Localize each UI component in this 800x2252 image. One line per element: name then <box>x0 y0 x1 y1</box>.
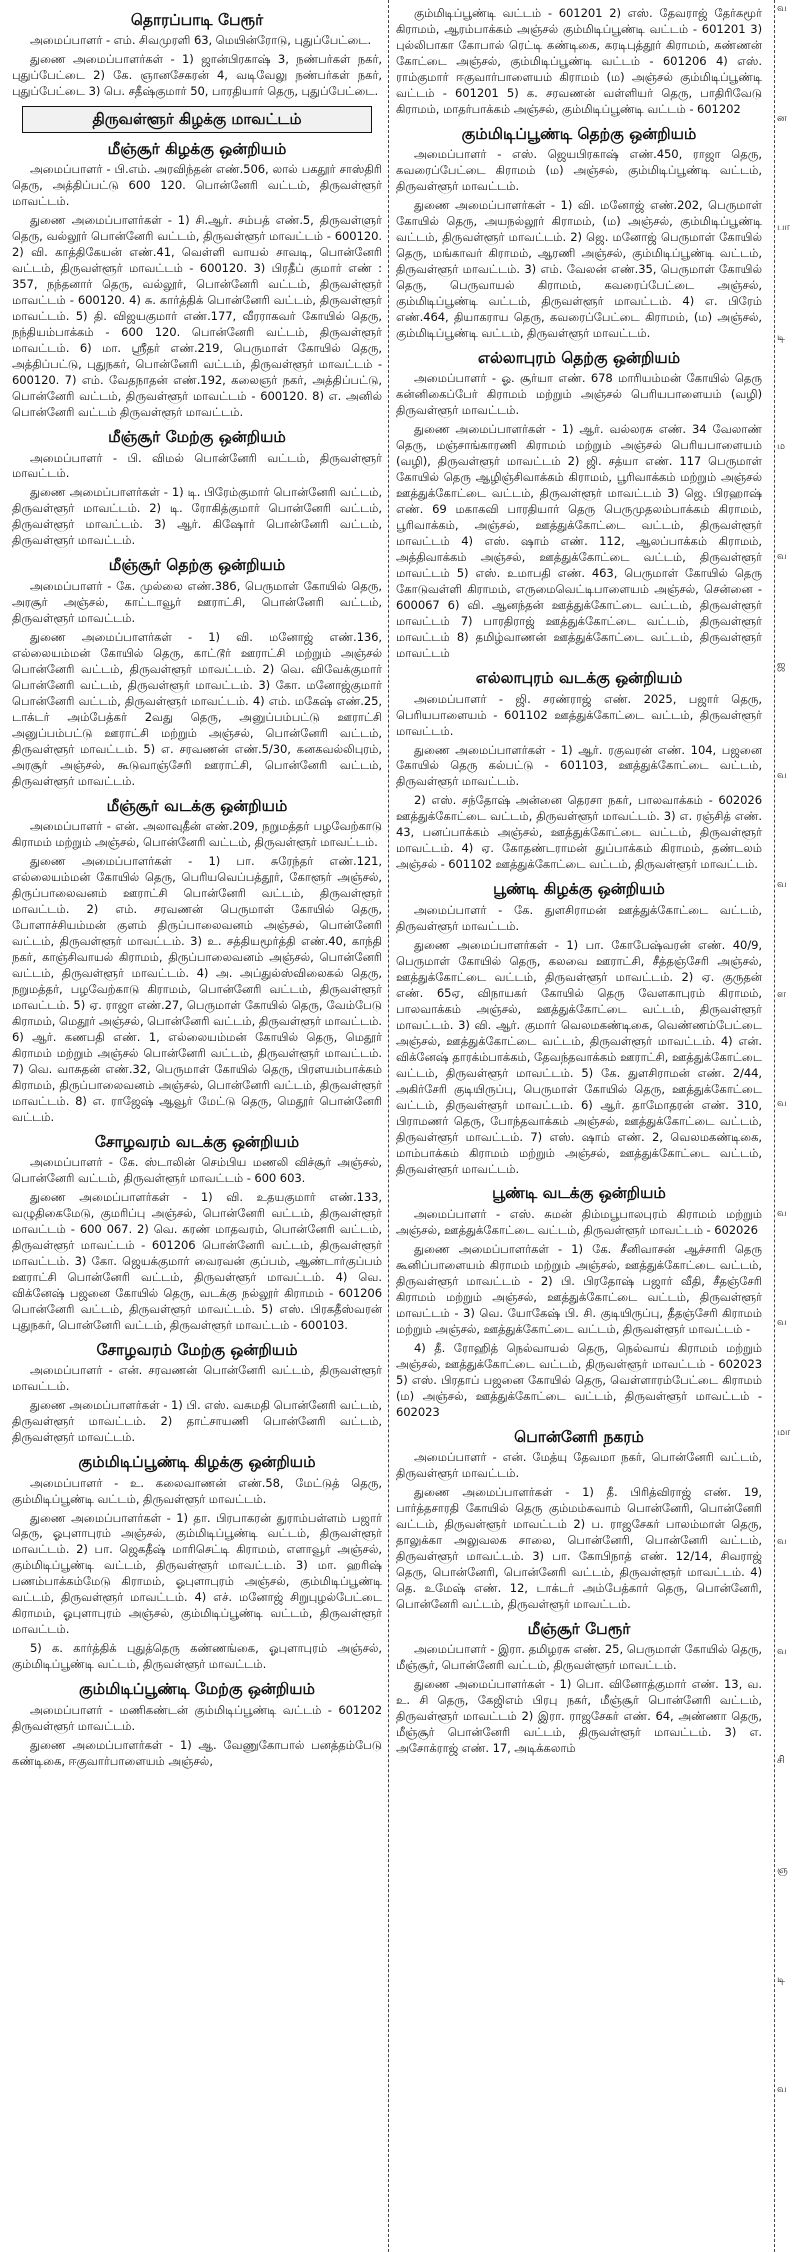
section-heading: சோழவரம் வடக்கு ஒன்றியம் <box>94 1132 300 1151</box>
edge-fragment: ன <box>777 112 787 124</box>
deputy-organizers-paragraph: துணை அமைப்பாளர்கள் - 1) டி. பிரேம்குமார் பொன்னேரி வட்டம், திருவள்ளூர் மாவட்டம். 2) டி. ரோகித்குமார் பொன்னேரி வட்டம், திருவள்ளூர் மாவட்டம். 3) ஆர். கிஷோர் பொன்னேரி வட்டம், திருவள்ளூர் மாவட்டம். <box>12 485 382 548</box>
edge-fragment: வ <box>777 1536 787 1547</box>
edge-fragment: வ <box>777 1317 787 1328</box>
left-column-section-6 <box>12 1132 382 1334</box>
organizer-paragraph: அமைப்பாளர் - பி. விமல் பொன்னேரி வட்டம், திருவள்ளூர் மாவட்டம். <box>12 450 382 481</box>
organizer-paragraph: அமைப்பாளர் - கே. முல்லை எண்.386, பெருமாள் கோயில் தெரு, அரசூர் அஞ்சல், காட்டாவூர் ஊராட்சி, பொன்னேரி வட்டம், திருவள்ளூர் மாவட்டம். <box>12 578 382 625</box>
organizer-paragraph: அமைப்பாளர் - ஜி. சரண்ராஜ் எண். 2025, பஜார் தெரு, பெரியபாளையம் - 601102 ஊத்துக்கோட்டை வட்டம், திருவள்ளூர் மாவட்டம். <box>396 691 762 738</box>
section-heading: பூண்டி வடக்கு ஒன்றியம் <box>492 1184 666 1203</box>
section-heading: எல்லாபுரம் தெற்கு ஒன்றியம் <box>477 349 681 368</box>
organizer-paragraph: கும்மிடிப்பூண்டி வட்டம் - 601201 2) எஸ். தேவராஜ் தேர்கமூர் கிராமம், ஆரம்பாக்கம் அஞ்சல் கும்மிடிப்பூண்டி வட்டம் - 601201 3) புல்லிபாகா கோபால் ரெட்டி கண்டிகை, கரடிபுத்தூர் கிராமம், கண்ணன் கோட்டை அஞ்சல், கும்மிடிப்பூண்டி வட்டம் - 601206 4) எஸ். ராம்குமார் ஈகுவார்பாளையம் கிராமம் (ம) அஞ்சல் கும்மிடிப்பூண்டி வட்டம் - 601201 5) க. சரவணன் வள்ளியர் தெரு, பாதிரிவேடு கிராமம், மாதர்பாக்கம் அஞ்சல், கும்மிடிப்பூண்டி வட்டம் - 601202 <box>396 6 762 116</box>
organizer-paragraph: அமைப்பாளர் - என். சரவணன் பொன்னேரி வட்டம், திருவள்ளூர் மாவட்டம். <box>12 1363 382 1394</box>
organizer-paragraph: அமைப்பாளர் - உ. கலைவாணன் எண்.58, மேட்டுத் தெரு, கும்மிடிப்பூண்டி வட்டம், திருவள்ளூர் மாவட்டம். <box>12 1475 382 1506</box>
section-heading: மீஞ்சூர் வடக்கு ஒன்றியம் <box>106 796 288 815</box>
organizer-paragraph: அமைப்பாளர் - கே. ஸ்டாலின் செம்பிய மணலி விச்சூர் அஞ்சல், பொன்னேரி வட்டம், திருவள்ளூர் மாவட்டம் - 600 603. <box>12 1155 382 1186</box>
deputy-organizers-paragraph: துணை அமைப்பாளர்கள் - 1) சி.ஆர். சம்பத் எண்.5, திருவள்ளுர் தெரு, வல்லூர் பொன்னேரி வட்டம், திருவள்ளூர் மாவட்டம் - 600120. 2) வி. காத்திகேயன் எண்.41, வெள்ளி வாயல் சாவடி, பொன்னேரி வட்டம், திருவள்ளூர் மாவட்டம் - 600120. 3) பிரதீப் குமார் எண் : 357, நந்தனார் தெரு, வல்லூர், பொன்னேரி வட்டம், திருவள்ளூர் மாவட்டம் - 600120. 4) சு. கார்த்திக் பொன்னேரி வட்டம், திருவள்ளூர் மாவட்டம். 5) தி. விஜயகுமார் எண்.177, வீரராகவர் கோயில் தெரு, நந்தியம்பாக்கம் - 600 120. பொன்னேரி வட்டம், திருவள்ளூர் மாவட்டம். 6) மா. ஸ்ரீதர் எண்.219, பெருமாள் கோயில் தெரு, அத்திப்பட்டு, புதுநகர், பொன்னேரி வட்டம், திருவள்ளூர் மாவட்டம் - 600120. 7) எம். வேதநாதன் எண்.192, கலைஞர் நகர், அத்திப்பட்டு, பொன்னேரி வட்டம், திருவள்ளூர் மாவட்டம் - 600120. 8) எ. அனில் பொன்னேரி வட்டம் திருவள்ளூர் மாவட்டம். <box>12 213 382 420</box>
organizer-paragraph: அமைப்பாளர் - இரா. தமிழரசு எண். 25, பெருமாள் கோயில் தெரு, மீஞ்சூர், பொன்னேரி வட்டம், திருவள்ளூர் மாவட்டம். <box>396 1642 762 1673</box>
edge-divider <box>774 0 775 2252</box>
section-heading: பூண்டி கிழக்கு ஒன்றியம் <box>493 880 665 899</box>
section-heading: சோழவரம் மேற்கு ஒன்றியம் <box>96 1340 298 1359</box>
deputy-organizers-paragraph: துணை அமைப்பாளர்கள் - 1) வி. உதயகுமார் எண்.133, வழுதிகைமேடு, குமரிப்பு அஞ்சல், பொன்னேரி வட்டம், திருவள்ளூர் மாவட்டம் - 600 067. 2) வெ. கரண் மாதவரம், பொன்னேரி வட்டம், திருவள்ளூர் மாவட்டம் - 601206 பொன்னேரி வட்டம், திருவள்ளூர் மாவட்டம். 3) கோ. ஜெயக்குமார் வைரவன் குப்பம், ஆண்டார்குப்பம் ஊராட்சி பொன்னேரி வட்டம், திருவள்ளூர் மாவட்டம். 4) வெ. விக்னேஷ் பஜனை கோயில் தெரு, வடக்கு நல்லூர் கிராமம் - 601206 பொன்னேரி வட்டம், திருவள்ளூர் மாவட்டம். 5) எஸ். பிரகதீஸ்வரன் புதுநகர், பொன்னேரி வட்டம், திருவள்ளூர் மாவட்டம் - 600103. <box>12 1190 382 1332</box>
right-column-section-2 <box>396 348 762 662</box>
deputy-organizers-paragraph: துணை அமைப்பாளர்கள் - 1) ஆ. வேணுகோபால் பனத்தம்பேடு கண்டிகை, ஈகுவார்பாளையம் அஞ்சல், <box>12 1737 382 1768</box>
deputy-organizers-paragraph: துணை அமைப்பாளர்கள் - 1) வி. மனோஜ் எண்.202, பெருமாள் கோயில் தெரு, அயநல்லூர் கிராமம், (ம) அஞ்சல், கும்மிடிப்பூண்டி வட்டம், திருவள்ளூர் மாவட்டம். 2) ஜெ. மனோஜ் பெருமாள் கோயில் தெரு, மங்காவர் கிராமம், ஆரணி அஞ்சல், கும்மிடிப்பூண்டி வட்டம், திருவள்ளூர் மாவட்டம். 3) எம். வேலன் எண்.35, பெருமாள் கோயில் தெரு, பெருவாயல் கிராமம், கவரைப்பேட்டை அஞ்சல், கும்மிடிப்பூண்டி வட்டம், திருவள்ளூர் மாவட்டம். 4) எ. பிரேம் எண்.464, தியாகராய தெரு, கவரைப்பேட்டை கிராமம், (ம) அஞ்சல், கும்மிடிப்பூண்டி வட்டம், திருவள்ளூர் மாவட்டம். <box>396 198 762 341</box>
section-heading: கும்மிடிப்பூண்டி கிழக்கு ஒன்றியம் <box>78 1453 316 1472</box>
deputy-organizers-paragraph: துணை அமைப்பாளர்கள் - 1) தா. பிரபாகரன் துராம்பள்ளம் பஜார் தெரு, ஓபுளாபுரம் அஞ்சல், கும்மிடிப்பூண்டி வட்டம், திருவள்ளூர் மாவட்டம். 2) பா. ஜெகதீஷ் மாரிசெட்டி கிராமம், எளாவூர் அஞ்சல், கும்மிடிப்பூண்டி வட்டம், திருவள்ளூர் மாவட்டம். 3) மா. ஹரிஷ் பணம்பாக்கம்மேடு கிராமம், ஓபுளாபுரம் அஞ்சல், கும்மிடிப்பூண்டி வட்டம், திருவள்ளூர் மாவட்டம். 4) எச். மனோஜ் சிறுபுழல்பேட்டை கிராமம், ஓபுளாபுரம் அஞ்சல், கும்மிடிப்பூண்டி வட்டம், திருவள்ளூர் மாவட்டம். <box>12 1510 382 1637</box>
deputy-organizers-paragraph: துணை அமைப்பாளர்கள் - 1) கே. சீனிவாசன் ஆச்சாரி தெரு கூனிப்பாளையம் கிராமம் மற்றும் அஞ்சல், ஊத்துக்கோட்டை வட்டம், திருவள்ளூர் மாவட்டம் - 2) பி. பிரதோஷ் பஜார் வீதி, சீதஞ்சேரி கிராமம் மற்றும் அஞ்சல், ஊத்துக்கோட்டை வட்டம், திருவள்ளூர் மாவட்டம் - 3) வெ. யோகேஷ் பி. சி. குடியிருப்பு, தீதஞ்சேரி கிராமம் மற்றும் அஞ்சல், ஊத்துக்கோட்டை வட்டம், திருவள்ளூர் மாவட்டம் - <box>396 1241 762 1336</box>
deputy-organizers-paragraph: துணை அமைப்பாளர்கள் - 1) ஜான்பிரகாஷ் 3, நண்பர்கள் நகர், புதுப்பேட்டை 2) கே. ஞானசேகரன் 4, வடிவேலு நண்பர்கள் நகர், புதுப்பேட்டை 3) பெ. சதீஷ்குமார் 50, பாரதியார் தெரு, புதுப்பேட்டை. <box>12 52 382 99</box>
organizer-paragraph: அமைப்பாளர் - எஸ். சுமன் திம்மபூபாலபுரம் கிராமம் மற்றும் அஞ்சல், ஊத்துக்கோட்டை வட்டம், திருவள்ளூர் மாவட்டம் - 602026 <box>396 1206 762 1237</box>
organizer-paragraph: அமைப்பாளர் - எஸ். ஜெயபிரகாஷ் எண்.450, ராஜா தெரு, கவரைப்பேட்டை கிராமம் (ம) அஞ்சல், கும்மிடிப்பூண்டி வட்டம், திருவள்ளூர் மாவட்டம். <box>396 147 762 194</box>
section-heading: கும்மிடிப்பூண்டி தெற்கு ஒன்றியம் <box>461 124 697 143</box>
right-column-section-4 <box>396 879 762 1177</box>
organizer-paragraph: அமைப்பாளர் - மணிகண்டன் கும்மிடிப்பூண்டி வட்டம் - 601202 திருவள்ளூர் மாவட்டம். <box>12 1702 382 1733</box>
right-column-section-5 <box>396 1183 762 1420</box>
edge-fragment: வ <box>777 769 787 781</box>
edge-fragment: வ <box>777 879 787 890</box>
deputy-organizers-paragraph: 5) க. கார்த்திக் புதுத்தெரு கண்ணங்கை, ஓபுளாபுரம் அஞ்சல், கும்மிடிப்பூண்டி வட்டம், திருவள்ளூர் மாவட்டம். <box>12 1641 382 1672</box>
right-column <box>392 0 766 2252</box>
section-heading: எல்லாபுரம் வடக்கு ஒன்றியம் <box>475 669 683 688</box>
edge-fragment: சி <box>777 1755 785 1766</box>
edge-fragment: வ <box>777 1207 787 1219</box>
section-heading: தொரப்பாடி பேரூர் <box>130 11 264 29</box>
left-column-section-7 <box>12 1340 382 1446</box>
edge-fragment: பா <box>777 222 790 233</box>
edge-fragment: டி <box>777 331 785 343</box>
section-heading: மீஞ்சூர் மேற்கு ஒன்றியம் <box>108 428 286 447</box>
organizer-paragraph: அமைப்பாளர் - கே. துளசிராமன் ஊத்துக்கோட்டை வட்டம், திருவள்ளூர் மாவட்டம். <box>396 902 762 933</box>
edge-fragment: வ <box>777 2083 787 2095</box>
section-heading: மீஞ்சூர் தெற்கு ஒன்றியம் <box>108 556 286 575</box>
left-column-section-2 <box>12 139 382 421</box>
right-column-section-7 <box>396 1619 762 1757</box>
organizer-paragraph: அமைப்பாளர் - என். மேத்யு தேவமா நகர், பொன்னேரி வட்டம், திருவள்ளூர் மாவட்டம். <box>396 1450 762 1481</box>
left-column <box>8 0 386 2252</box>
deputy-organizers-paragraph: துணை அமைப்பாளர்கள் - 1) தீ. பிரித்விராஜ் எண். 19, பார்த்தசாரதி கோயில் தெரு கும்மம்சுவாம் பொன்னேரி, பொன்னேரி வட்டம், திருவள்ளூர் மாவட்டம் 2) ப. ராஜசேகர் பாலம்மாள் தெரு, தாலுக்கா அலுவலக சாலை, பொன்னேரி, பொன்னேரி வட்டம், திருவள்ளூர் மாவட்டம். 3) பா. கோபிநாத் எண். 12/14, சிவராஜ் தெரு, பொன்னேரி, பொன்னேரி வட்டம், திருவள்ளூர் மாவட்டம். 4) தெ. உமேஷ் எண். 12, டாக்டர் அம்பேத்கார் தெரு, பொன்னேரி, பொன்னேரி வட்டம், திருவள்ளூர் மாவட்டம். <box>396 1485 762 1611</box>
column-divider <box>388 0 389 2252</box>
right-column-section-1 <box>396 124 762 342</box>
edge-fragment: ம <box>777 441 786 452</box>
district-heading: திருவள்ளூர் கிழக்கு மாவட்டம் <box>22 106 372 133</box>
edge-fragment: வ <box>777 1645 787 1657</box>
deputy-organizers-paragraph: 2) எஸ். சந்தோஷ் அன்னை தெரசா நகர், பாலவாக்கம் - 602026 ஊத்துக்கோட்டை வட்டம், திருவள்ளூர் மாவட்டம். 3) எ. ரஞ்சித் எண். 43, பனப்பாக்கம் அஞ்சல், ஊத்துக்கோட்டை வட்டம், திருவள்ளூர் மாவட்டம். 4) ஏ. கோதண்டராமன் துப்பாக்கம் கிராமம், தண்டலம் அஞ்சல் - 601102 ஊத்துக்கோட்டை வட்டம், திருவள்ளூர் மாவட்டம். <box>396 793 762 872</box>
deputy-organizers-paragraph: துணை அமைப்பாளர்கள் - 1) ஆர். ரகுவரன் எண். 104, பஜனை கோயில் தெரு கல்பட்டு - 601103, ஊத்துக்கோட்டை வட்டம், திருவள்ளூர் மாவட்டம். <box>396 742 762 789</box>
left-column-section-1 <box>12 106 382 133</box>
deputy-organizers-paragraph: துணை அமைப்பாளர்கள் - 1) பி. எஸ். வசுமதி பொன்னேரி வட்டம், திருவள்ளூர் மாவட்டம். 2) தாட்சாயணி பொன்னேரி வட்டம், திருவள்ளூர் மாவட்டம். <box>12 1398 382 1445</box>
left-column-section-8 <box>12 1452 382 1673</box>
edge-fragment: வ <box>777 1098 787 1109</box>
right-column-section-6 <box>396 1427 762 1613</box>
deputy-organizers-paragraph: துணை அமைப்பாளர்கள் - 1) பா. சுரேந்தர் எண்.121, எல்லையம்மன் கோயில் தெரு, பெரியவெப்பத்தூர், கோளூர் அஞ்சல், திருப்பாலைவனம் ஊராட்சி பொன்னேரி வட்டம், திருவள்ளூர் மாவட்டம். 2) எம். சரவணன் பெருமாள் கோயில் தெரு, போளாச்சியம்மன் குளம் திருப்பாலைவனம் அஞ்சல், பொன்னேரி வட்டம், திருவள்ளூர் மாவட்டம். 3) உ. சத்தியமூர்த்தி எண்.40, காந்தி நகர், காஞ்சிவாயல் கிராமம், திருப்பாலைவனம் அஞ்சல், பொன்னேரி வட்டம், திருவள்ளூர் மாவட்டம். 4) அ. அப்துல்ஸ்விலைகல் தெரு, நறுமத்தர், பழவேற்காடு கிராமம், பொன்னேரி வட்டம், திருவள்ளூர் மாவட்டம். 5) ஏ. ராஜா எண்.27, பெருமாள் கோயில் தெரு, வேம்பேடு கிராமம், மெதூர் அஞ்சல், பொன்னேரி வட்டம், திருவள்ளூர் மாவட்டம். 6) ஆர். கணபதி எண். 1, எல்லையம்மன் கோயில் தெரு, மெதூர் கிராமம் மற்றும் அஞ்சல் பொன்னேரி வட்டம், திருவள்ளூர் மாவட்டம். 7) வெ. வாசுதன் எண்.32, பெருமாள் கோயில் தெரு, பிரளயம்பாக்கம் கிராமம், திருப்பாலைவனம் அஞ்சல், பொன்னேரி வட்டம், திருவள்ளூர் மாவட்டம். 8) எ. ராஜேஷ் ஆவூர் மேட்டு தெரு, மெதூர் பொன்னேரி வட்டம். <box>12 853 382 1124</box>
left-column-section-9 <box>12 1679 382 1769</box>
edge-fragment: ஜ <box>777 660 786 671</box>
left-column-section-3 <box>12 427 382 549</box>
edge-fragment: டி <box>777 1974 785 1985</box>
deputy-organizers-paragraph: துணை அமைப்பாளர்கள் - 1) வி. மனோஜ் எண்.136, எல்லையம்மன் கோயில் தெரு, காட்டூர் ஊராட்சி மற்றும் அஞ்சல் பொன்னேரி வட்டம், திருவள்ளூர் மாவட்டம். 2) வெ. விவேக்குமார் பொன்னேரி வட்டம், திருவள்ளூர் மாவட்டம். 3) கோ. மனோஜ்குமார் பொன்னேரி வட்டம், திருவள்ளூர் மாவட்டம். 4) எம். மகேஷ் எண்.25, டாக்டர் அம்பேத்கர் 2வது தெரு, அனுப்பம்பட்டு ஊராட்சி அனுப்பம்பட்டு ஊராட்சி மற்றும் அஞ்சல், பொன்னேரி வட்டம், திருவள்ளூர் மாவட்டம். 5) எ. சரவணன் எண்.5/30, கனகவல்லிபுரம், அரசூர் அஞ்சல், கூடுவாஞ்சேரி ஊராட்சி, பொன்னேரி வட்டம், திருவள்ளூர் மாவட்டம். <box>12 629 382 788</box>
deputy-organizers-paragraph: துணை அமைப்பாளர்கள் - 1) ஆர். வல்லரசு எண். 34 வேலாண் தெரு, மஞ்சாங்காரணி கிராமம் மற்றும் அஞ்சல் பெரியபாளையம் (வழி), திருவள்ளூர் மாவட்டம் 2) ஜி. சத்யா எண். 117 பெருமாள் கோயில் தெரு ஆழிஞ்சிவாக்கம் கிராமம், பூரிவாக்கம் மற்றும் அஞ்சல் ஊத்துக்கோட்டை வட்டம், திருவள்ளூர் மாவட்டம் 3) ஜெ. பிரஹாஷ் எண். 69 மகாகவி பாரதியார் தெரு பெருமுதலம்பாக்கம் கிராமம், பூரிவாக்கம், அஞ்சல், ஊத்துக்கோட்டை வட்டம், திருவள்ளூர் மாவட்டம் 4) எஸ். ஷாம் எண். 112, ஆலப்பாக்கம் கிராமம், அத்திவாக்கம் அஞ்சல், ஊத்துக்கோட்டை வட்டம், திருவள்ளூர் மாவட்டம் 5) எஸ். உமாபதி எண். 463, பெருமாள் கோயில் தெரு கோடுவள்ளி கிராமம், எருமைவெட்டிபாளையம் அஞ்சல், சென்னை - 600067 6) வி. ஆனந்தன் ஊத்துக்கோட்டை வட்டம், திருவள்ளூர் மாவட்டம் 7) பாரதிராஜ் ஊத்துக்கோட்டை வட்டம், திருவள்ளூர் மாவட்டம் 8) தமிழ்வாணன் ஊத்துக்கோட்டை வட்டம், திருவள்ளூர் மாவட்டம் <box>396 422 762 661</box>
organizer-paragraph: அமைப்பாளர் - என். அலாவுதீன் எண்.209, நறுமத்தர் பழவேற்காடு கிராமம் மற்றும் அஞ்சல், பொன்னேரி வட்டம், திருவள்ளூர் மாவட்டம். <box>12 818 382 849</box>
organizer-paragraph: அமைப்பாளர் - ஓ. சூர்யா எண். 678 மாரியம்மன் கோயில் தெரு கன்னிகைப்பேர் கிராமம் மற்றும் அஞ்சல் பெரியபாளையம் (வழி) திருவள்ளூர் மாவட்டம். <box>396 371 762 418</box>
deputy-organizers-paragraph: 4) தீ. ரோஹித் நெல்வாயல் தெரு, நெல்வாய் கிராமம் மற்றும் அஞ்சல், ஊத்துக்கோட்டை வட்டம், திருவள்ளூர் மாவட்டம் - 602023 5) எஸ். பிரதாப் பஜனை கோயில் தெரு, வெள்ளாரம்பேட்டை கிராமம் (ம) அஞ்சல், ஊத்துக்கோட்டை வட்டம், திருவள்ளூர் மாவட்டம் - 602023 <box>396 1340 762 1419</box>
edge-fragment: மா <box>777 1426 791 1438</box>
section-heading: பொன்னேரி நகரம் <box>514 1427 644 1446</box>
left-column-section-4 <box>12 555 382 789</box>
left-column-section-0 <box>12 10 382 100</box>
organizer-paragraph: அமைப்பாளர் - பி.எம். அரவிந்தன் எண்.506, லால் பகதூர் சாஸ்திரி தெரு, அத்திப்பட்டு 600 120. பொன்னேரி வட்டம், திருவள்ளூர் மாவட்டம். <box>12 162 382 209</box>
edge-fragment: வ <box>777 550 787 562</box>
section-heading: மீஞ்சூர் பேரூர் <box>527 1619 631 1638</box>
deputy-organizers-paragraph: துணை அமைப்பாளர்கள் - 1) பொ. வினோத்குமார் எண். 13, வ. உ. சி தெரு, கேஜிஎம் பிரபு நகர், மீஞ்சூர் பொன்னேரி வட்டம், திருவள்ளூர் மாவட்டம் 2) இரா. ராஜசேகர் எண். 64, அண்ணா தெரு, மீஞ்சூர் பொன்னேரி வட்டம், திருவள்ளூர் மாவட்டம். 3) எ. அசோக்ராஜ் எண். 17, அடிக்கலாம் <box>396 1677 762 1756</box>
left-column-section-5 <box>12 796 382 1126</box>
edge-fragment: ள <box>777 988 787 1000</box>
right-column-section-0 <box>396 6 762 118</box>
edge-fragment: வ <box>777 3 787 14</box>
right-column-section-3 <box>396 668 762 873</box>
organizer-paragraph: அமைப்பாளர் - எம். சிவமுரளி 63, மெயின்ரோடு, புதுப்பேட்டை. <box>30 33 372 48</box>
cropped-adjacent-column <box>777 0 800 2252</box>
section-heading: மீஞ்சூர் கிழக்கு ஒன்றியம் <box>107 140 287 158</box>
deputy-organizers-paragraph: துணை அமைப்பாளர்கள் - 1) பா. கோபேஷ்வரன் எண். 40/9, பெருமாள் கோயில் தெரு, கலவை ஊராட்சி, சீத்தஞ்சேரி அஞ்சல், ஊத்துக்கோட்டை வட்டம், திருவள்ளூர் மாவட்டம். 2) ஏ. குருதன் எண். 65ஏ, விநாயகர் கோயில் தெரு வேளகாபுரம் கிராமம், பாலவாக்கம் அஞ்சல், ஊத்துக்கோட்டை வட்டம், திருவள்ளூர் மாவட்டம். 3) வி. ஆர். குமார் வெலமகண்டிகை, வெண்ணம்பேட்டை அஞ்சல், ஊத்துக்கோட்டை வட்டம், திருவள்ளூர் மாவட்டம். 4) என். விக்னேஷ் தாரக்ம்பாக்கம், தேவந்தவாக்கம் ஊராட்சி, ஊத்துக்கோட்டை வட்டம், திருவள்ளூர் மாவட்டம். 5) கே. துளசிராமன் எண். 2/44, அகிர்சேரி குடியிருப்பு, பெருமாள் கோயில் தெரு, ஊத்துக்கோட்டை வட்டம், திருவள்ளூர் மாவட்டம். 6) ஆர். தாமோதரன் எண். 310, பிராமணர் தெரு, போந்தவாக்கம் அஞ்சல், ஊத்துக்கோட்டை வட்டம், திருவள்ளூர் மாவட்டம். 7) எஸ். ஷாம் எண். 2, வெலமகண்டிகை, மாம்பாக்கம் கிராமம் மற்றும் அஞ்சல், ஊத்துக்கோட்டை வட்டம், திருவள்ளூர் மாவட்டம். <box>396 937 762 1176</box>
edge-fragment: ஞ <box>777 1864 788 1876</box>
section-heading: கும்மிடிப்பூண்டி மேற்கு ஒன்றியம் <box>78 1680 316 1699</box>
